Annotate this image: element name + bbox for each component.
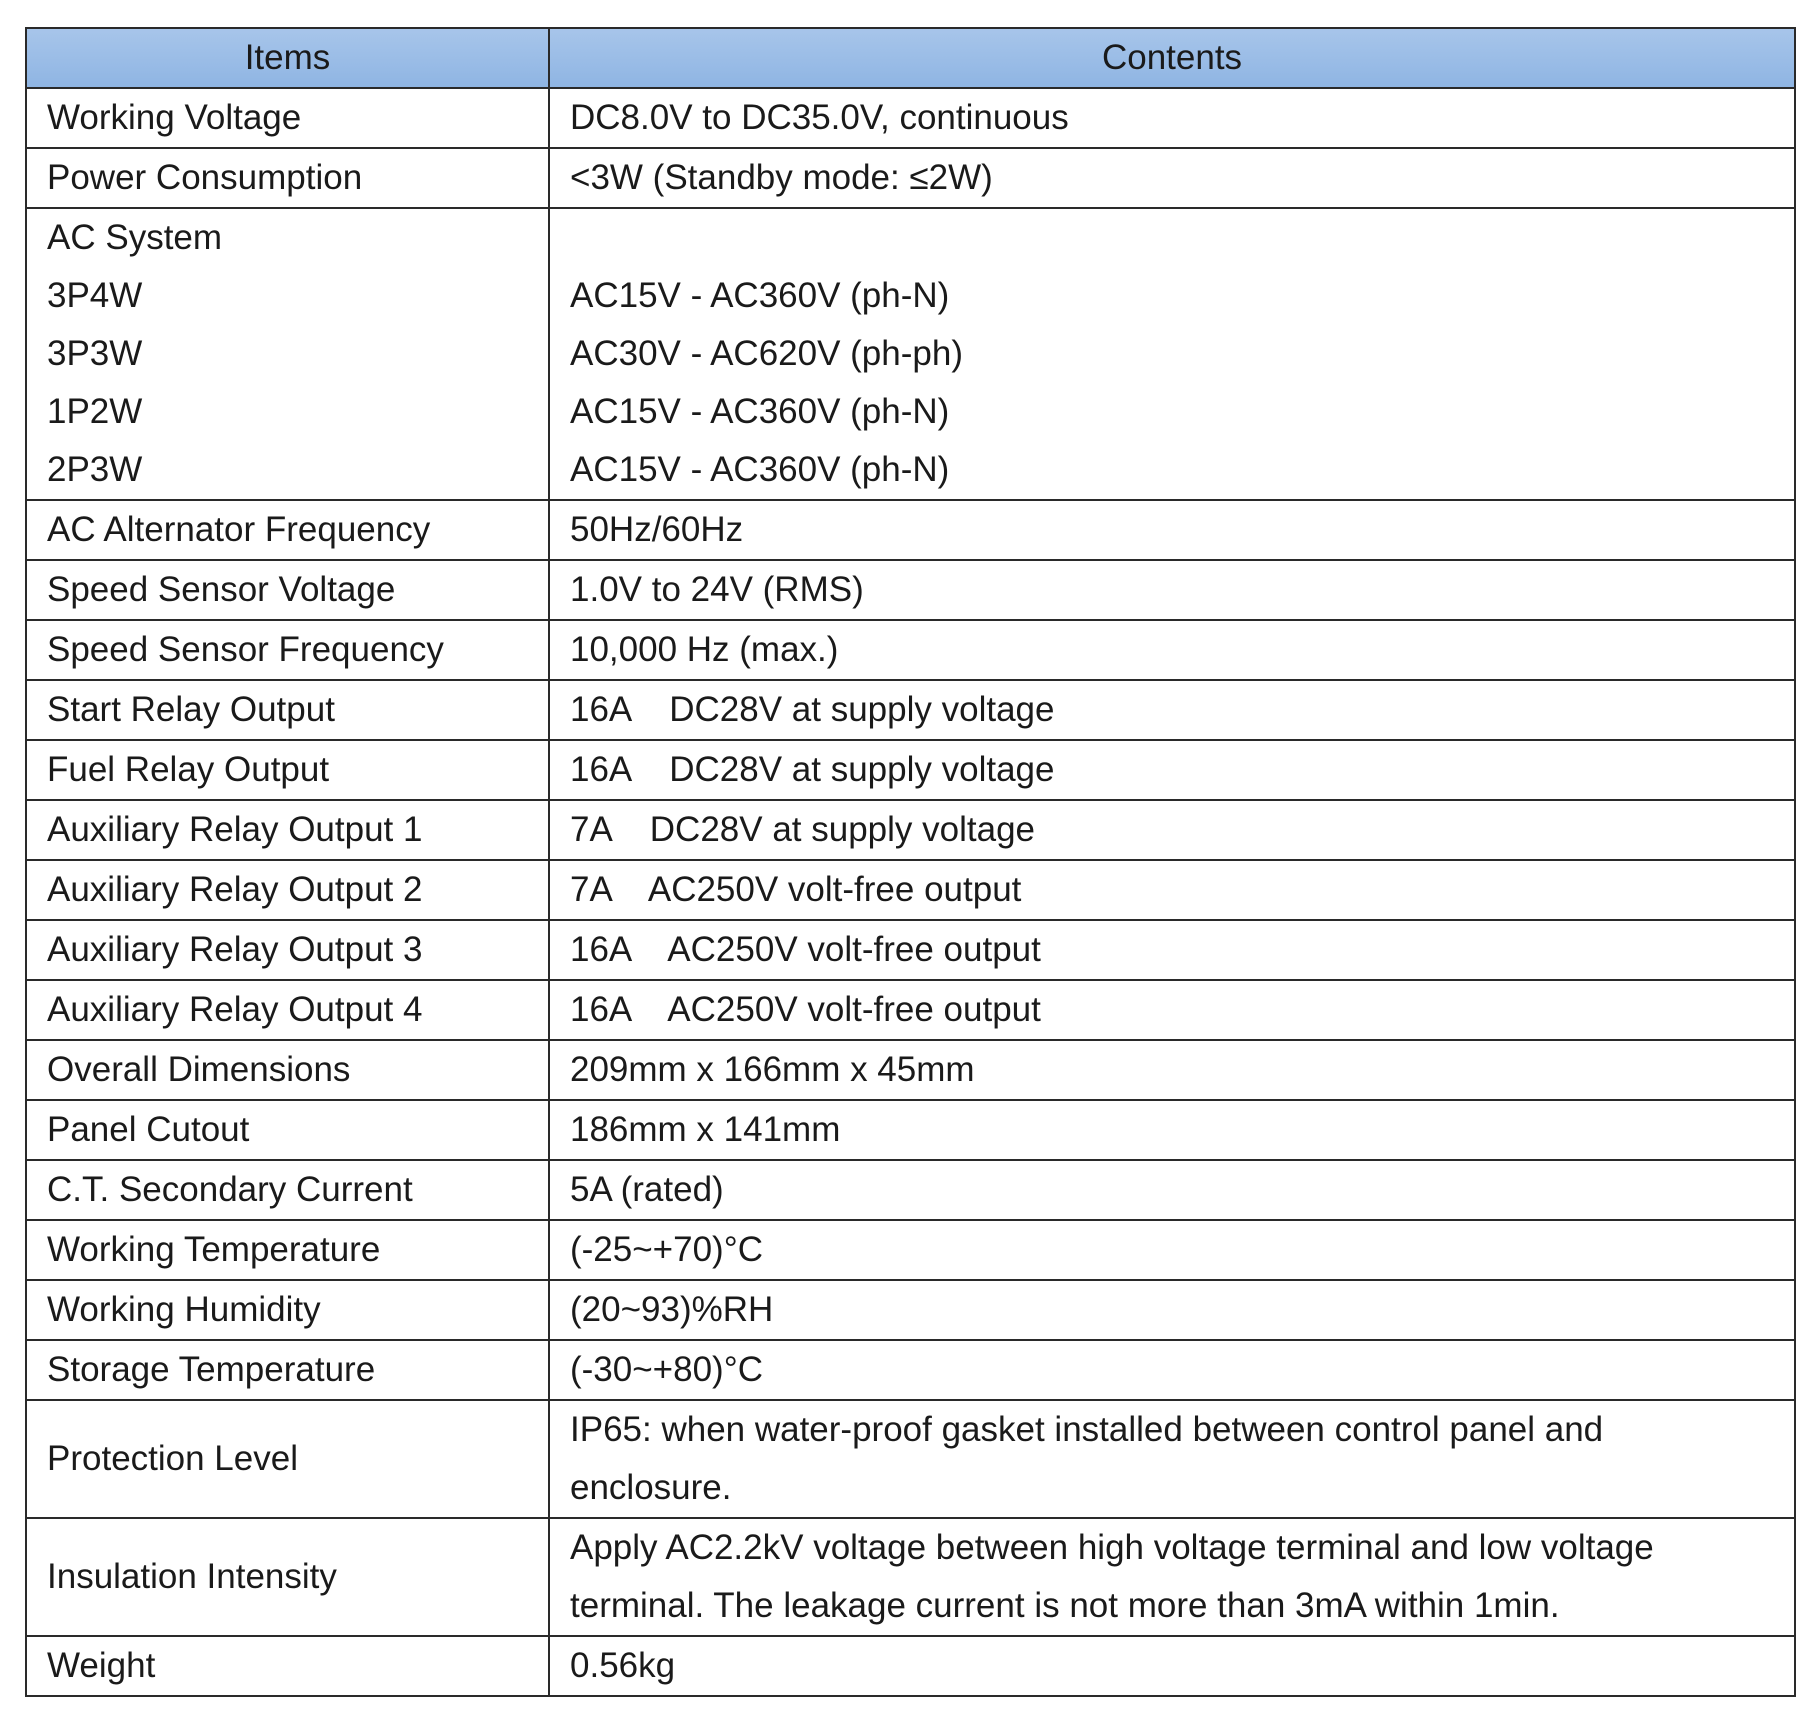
item-cell: Speed Sensor Frequency: [26, 620, 549, 680]
item-cell: Auxiliary Relay Output 1: [26, 800, 549, 860]
table-row: [26, 800, 1795, 860]
table-row: [26, 920, 1795, 980]
item-cell: Start Relay Output: [26, 680, 549, 740]
header-items: Items: [26, 28, 549, 88]
content-cell: 1.0V to 24V (RMS): [549, 560, 1795, 620]
content-cell: (-25~+70)°C: [549, 1220, 1795, 1280]
content-cell: (-30~+80)°C: [549, 1340, 1795, 1400]
header-contents: Contents: [549, 28, 1795, 88]
item-cell: Auxiliary Relay Output 4: [26, 980, 549, 1040]
content-cell: 16A DC28V at supply voltage: [549, 680, 1795, 740]
item-cell: Power Consumption: [26, 148, 549, 208]
content-cell: <3W (Standby mode: ≤2W): [549, 148, 1795, 208]
item-cell: Insulation Intensity: [26, 1518, 549, 1636]
table-row: [26, 1280, 1795, 1340]
item-cell: Overall Dimensions: [26, 1040, 549, 1100]
item-cell: [26, 208, 549, 500]
table-row: [26, 88, 1795, 148]
content-cell: DC8.0V to DC35.0V, continuous: [549, 88, 1795, 148]
item-cell: Working Humidity: [26, 1280, 549, 1340]
content-cell: 10,000 Hz (max.): [549, 620, 1795, 680]
content-cell: 186mm x 141mm: [549, 1100, 1795, 1160]
table-row: [26, 740, 1795, 800]
table-row: [26, 1160, 1795, 1220]
content-cell: 209mm x 166mm x 45mm: [549, 1040, 1795, 1100]
sub-item-label: 1P2W: [47, 392, 143, 431]
item-cell: Auxiliary Relay Output 3: [26, 920, 549, 980]
sub-item-value: AC15V - AC360V (ph-N): [570, 276, 950, 315]
content-cell: IP65: when water-proof gasket installed between control panel and enclosure.: [549, 1400, 1795, 1518]
item-cell: Fuel Relay Output: [26, 740, 549, 800]
item-cell: C.T. Secondary Current: [26, 1160, 549, 1220]
content-cell: (20~93)%RH: [549, 1280, 1795, 1340]
content-cell: [549, 208, 1795, 500]
sub-item-value: AC30V - AC620V (ph-ph): [570, 334, 963, 373]
content-cell: 5A (rated): [549, 1160, 1795, 1220]
ac-system-label: AC System: [47, 218, 223, 257]
table-row: [26, 1040, 1795, 1100]
item-cell: Auxiliary Relay Output 2: [26, 860, 549, 920]
item-cell: Speed Sensor Voltage: [26, 560, 549, 620]
item-cell: Working Temperature: [26, 1220, 549, 1280]
item-cell: Working Voltage: [26, 88, 549, 148]
content-cell: 16A AC250V volt-free output: [549, 920, 1795, 980]
table-row: [26, 620, 1795, 680]
content-cell: 50Hz/60Hz: [549, 500, 1795, 560]
content-cell: 0.56kg: [549, 1636, 1795, 1696]
content-cell: 16A AC250V volt-free output: [549, 980, 1795, 1040]
table-row: [26, 1400, 1795, 1518]
sub-item-label: 3P3W: [47, 334, 143, 373]
item-cell: Weight: [26, 1636, 549, 1696]
table-row: [26, 680, 1795, 740]
table-row: [26, 1636, 1795, 1696]
table-row: [26, 980, 1795, 1040]
spacer: [570, 209, 1774, 267]
item-cell: Panel Cutout: [26, 1100, 549, 1160]
table-row-ac-system: [26, 208, 1795, 500]
sub-item-label: 3P4W: [47, 276, 143, 315]
table-header-row: [26, 28, 1795, 88]
table-row: [26, 148, 1795, 208]
sub-item-value: AC15V - AC360V (ph-N): [570, 392, 950, 431]
content-cell: 7A DC28V at supply voltage: [549, 800, 1795, 860]
table-row: [26, 1220, 1795, 1280]
table-row: [26, 1518, 1795, 1636]
content-cell: Apply AC2.2kV voltage between high voltage terminal and low voltage terminal. The leakage current is not more than 3mA within 1min.: [549, 1518, 1795, 1636]
table-row: [26, 560, 1795, 620]
sub-item-label: 2P3W: [47, 450, 143, 489]
sub-item-value: AC15V - AC360V (ph-N): [570, 450, 950, 489]
item-cell: Storage Temperature: [26, 1340, 549, 1400]
table-row: [26, 1100, 1795, 1160]
content-cell: 16A DC28V at supply voltage: [549, 740, 1795, 800]
item-cell: Protection Level: [26, 1400, 549, 1518]
table-row: [26, 500, 1795, 560]
table-row: [26, 860, 1795, 920]
content-cell: 7A AC250V volt-free output: [549, 860, 1795, 920]
table-row: [26, 1340, 1795, 1400]
item-cell: AC Alternator Frequency: [26, 500, 549, 560]
specifications-table: [25, 27, 1796, 1697]
